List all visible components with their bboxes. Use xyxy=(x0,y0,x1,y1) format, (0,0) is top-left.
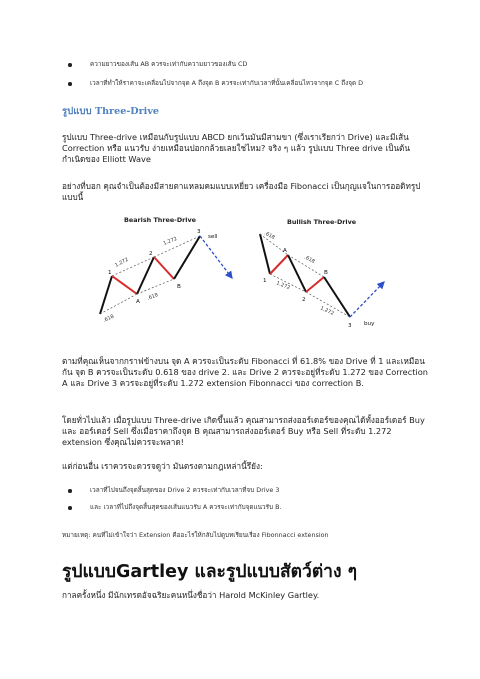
bearish-correction-a xyxy=(112,276,137,294)
bullish-point-3: 3 xyxy=(348,323,352,329)
bullish-drive-2 xyxy=(288,255,306,292)
bearish-drive-3 xyxy=(174,236,200,279)
bullet-text: และ เวลาที่ไปถึงจุดสิ้นสุดของเส้นแนวรับ A ควรจะเท่ากับจุดแนวรับ B. xyxy=(90,503,282,511)
bullish-projection-arrow xyxy=(350,282,384,317)
paragraph-rules-intro: แต่ก่อนอื่น เราควรจะดวรจดูว่า มันตรงตามกฎเหล่านี้รึยัง: xyxy=(62,461,263,471)
bearish-fib-label: .618 xyxy=(102,313,115,324)
list-item xyxy=(62,79,462,88)
bullish-fib-label: 1.272 xyxy=(319,305,335,317)
paragraph-fib-levels: ตามที่คุณเห็นจากกราฟข้างบน จุด A ควรจะเป็นระดับ Fibonacci ที่ 61.8% ของ Drive ที่ 1 และเหมือนกัน จุด B ควรจะเป็นระดับ 0.618 ของ drive 2. และ Drive 2 ควรจะอยู่ที่ระดับ 1.272 ของ Correction A และ Drive 3 ควรจะอยู่ที่ระดับ 1.272 extension Fibonnacci ของ correction B. xyxy=(62,356,428,389)
bearish-point-a: A xyxy=(136,299,140,305)
bearish-point-b: B xyxy=(177,284,181,290)
list-item xyxy=(62,486,462,495)
bullish-title: Bullish Three-Drive xyxy=(287,218,357,226)
bearish-point-1: 1 xyxy=(108,270,112,276)
bullish-point-a: A xyxy=(283,248,287,254)
bullish-fib-label: .618 xyxy=(303,254,316,265)
bullet-text: ความยาวของเส้น AB ควรจะเท่ากับความยาวของเส้น CD xyxy=(90,60,248,68)
gartley-heading: รูปแบบGartley และรูปแบบสัตว์ต่าง ๆ xyxy=(62,562,358,582)
bullet-text: เวลาที่ทำให้ราคาจะเคลื่อนไปจากจุด A ถึงจุด B ควรจะเท่ากับเวลาที่นั้นเคลื่อนไหวจากจุด C ถึงจุด D xyxy=(90,79,364,87)
bearish-point-3: 3 xyxy=(197,229,201,235)
bearish-title: Bearish Three-Drive xyxy=(124,216,196,224)
bullish-point-b: B xyxy=(324,270,328,276)
bearish-projection-arrow xyxy=(200,236,232,278)
bullet-text: เวลาที่ไปจนถึงจุดสิ้นสุดของ Drive 2 ควรจะเท่ากับเวลาที่จบ Drive 3 xyxy=(90,486,280,494)
paragraph-intro: รูปแบบ Three-drive เหมือนกับรูปแบบ ABCD ยกเว้นมันมีสามขา (ซึ่งเราเรียกว่า Drive) และมีเส้น Correction หรือ แนวรับ ง่ายเหมือนปอกกล้วยเลยใช่ไหม? จริง ๆ แล้ว รูปแบบ Three drive เป็นต้นกำเนิดของ Elliott Wave xyxy=(62,132,410,165)
bearish-point-2: 2 xyxy=(149,251,153,257)
bearish-correction-b xyxy=(154,257,174,279)
bullet-dot-icon xyxy=(68,82,72,86)
note-text: หมายเหตุ: คนที่ไม่เข้าใจว่า Extension คืออะไรให้กลับไปดูบทเรียนเรื่อง Fibonnacci extension xyxy=(62,531,329,539)
list-item xyxy=(62,503,462,512)
bullish-fib-label: .618 xyxy=(263,230,276,241)
bearish-drive-2 xyxy=(137,257,154,294)
section-title: รูปแบบ Three-Drive xyxy=(62,106,160,117)
bearish-sell-label: sell xyxy=(208,234,218,240)
bullish-fib-label: 1.272 xyxy=(275,280,291,292)
bearish-fib-label: 1.272 xyxy=(114,256,130,269)
three-drive-diagram xyxy=(92,212,392,346)
bullish-correction-b xyxy=(306,277,324,292)
top-bullet-list xyxy=(62,60,462,88)
bullet-dot-icon xyxy=(68,489,72,493)
bearish-fib-label: .618 xyxy=(146,292,160,302)
three-drive-svg xyxy=(92,212,392,342)
bullish-point-2: 2 xyxy=(302,297,306,303)
bullet-dot-icon xyxy=(68,63,72,67)
paragraph-gartley: กาลครั้งหนึ่ง มีนักเทรดอัจฉริยะคนหนึ่งชื่อว่า Harold McKinley Gartley. xyxy=(62,590,320,600)
rule-bullet-list xyxy=(62,486,462,512)
bearish-drive-1 xyxy=(100,276,112,314)
list-item xyxy=(62,60,462,69)
paragraph-fibonacci: อย่างที่บอก คุณจำเป็นต้องมีสายตาแหลมคมแบบเหยี่ยว เครื่องมือ Fibonacci เป็นกุญแจในการออดิทรูปแบบนี้ xyxy=(62,181,421,203)
bullish-point-1: 1 xyxy=(263,278,267,284)
bearish-fib-label: 1.272 xyxy=(162,235,179,247)
paragraph-orders: โดยทั่วไปแล้ว เมื่อรูปแบบ Three-drive เกิดขึ้นแล้ว คุณสามารถส่งออร์เดอร์ของคุณได้ทั้งออร์เดอร์ Buy และ ออร์เดอร์ Sell ซึ่งเมื่อราคาถึงจุด B คุณสามารถส่งออร์เดอร์ Buy หรือ Sell ที่ระดับ 1.272 extension ซึ่งคุณไม่ควรจะพลาด! xyxy=(62,415,425,448)
bullish-correction-a xyxy=(270,255,288,274)
bullish-drive-1 xyxy=(260,234,270,274)
bullish-buy-label: buy xyxy=(364,321,375,327)
bullet-dot-icon xyxy=(68,506,72,510)
